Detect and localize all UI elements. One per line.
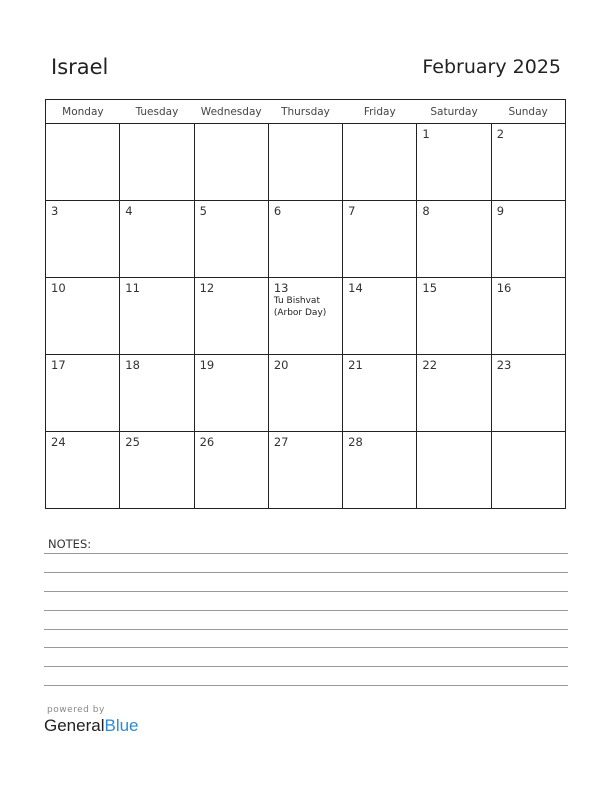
day-cell[interactable]: [46, 355, 120, 432]
day-cell[interactable]: [120, 124, 194, 201]
day-number: 27: [273, 435, 289, 449]
day-cell[interactable]: [268, 355, 342, 432]
month-title: February 2025: [422, 56, 561, 78]
day-number: 24: [51, 435, 66, 449]
note-line: [44, 572, 568, 573]
day-cell[interactable]: [194, 432, 268, 509]
day-number: 15: [422, 281, 438, 295]
day-cell[interactable]: [343, 355, 417, 432]
weekday-header: Saturday: [417, 100, 491, 124]
brand-general: General: [44, 716, 105, 735]
day-cell[interactable]: [268, 201, 342, 278]
week-row: [46, 278, 566, 355]
day-number: 5: [199, 204, 207, 218]
powered-by-text: powered by: [47, 705, 105, 715]
holiday-label: Tu Bishvat (Arbor Day): [273, 296, 327, 318]
notes-label: NOTES:: [48, 537, 92, 551]
day-number: 25: [125, 435, 140, 449]
day-cell[interactable]: [343, 124, 417, 201]
day-number: 9: [496, 204, 505, 218]
day-number: 16: [496, 281, 512, 295]
day-cell[interactable]: [417, 201, 491, 278]
day-number: 17: [51, 358, 66, 372]
day-cell[interactable]: [491, 124, 565, 201]
note-line: [44, 629, 568, 630]
day-number: 14: [348, 281, 363, 295]
weekday-header: Tuesday: [120, 100, 194, 124]
calendar-body: [46, 124, 566, 509]
day-cell[interactable]: [46, 432, 120, 509]
weekday-header: Wednesday: [194, 100, 268, 124]
note-line: [44, 647, 568, 648]
day-number: 3: [51, 204, 59, 218]
note-line: [44, 591, 568, 592]
day-number: 10: [51, 281, 66, 295]
day-cell[interactable]: [491, 355, 565, 432]
day-number: 8: [422, 204, 430, 218]
day-number: 1: [422, 127, 430, 141]
generalblue-logo[interactable]: [44, 716, 139, 736]
day-cell[interactable]: [491, 432, 565, 509]
day-cell[interactable]: [120, 201, 194, 278]
day-cell[interactable]: [268, 124, 342, 201]
day-cell[interactable]: [417, 124, 491, 201]
day-cell[interactable]: [120, 355, 194, 432]
day-number: 18: [125, 358, 140, 372]
day-number: 21: [348, 358, 363, 372]
day-cell[interactable]: [46, 201, 120, 278]
day-number: 22: [422, 358, 438, 372]
week-row: [46, 355, 566, 432]
calendar-grid: [45, 99, 566, 509]
note-line: [44, 666, 568, 667]
note-line: [44, 610, 568, 611]
day-number: 13: [273, 281, 289, 295]
weekday-header: Sunday: [491, 100, 565, 124]
brand-blue: Blue: [104, 716, 139, 735]
week-row: [46, 124, 566, 201]
day-number: 11: [125, 281, 140, 295]
day-cell[interactable]: [194, 124, 268, 201]
day-number: 28: [348, 435, 363, 449]
note-line: [44, 685, 568, 686]
day-cell[interactable]: [417, 355, 491, 432]
day-cell[interactable]: [491, 278, 565, 355]
day-number: 4: [125, 204, 133, 218]
day-number: 12: [199, 281, 215, 295]
day-cell[interactable]: [194, 355, 268, 432]
day-cell[interactable]: [491, 201, 565, 278]
country-title: Israel: [51, 55, 109, 79]
day-cell[interactable]: [194, 201, 268, 278]
day-cell[interactable]: [194, 278, 268, 355]
day-cell[interactable]: [268, 432, 342, 509]
day-cell[interactable]: [343, 278, 417, 355]
weekday-header: Friday: [343, 100, 417, 124]
weekday-header-row: [46, 100, 566, 124]
day-cell[interactable]: [417, 432, 491, 509]
week-row: [46, 432, 566, 509]
day-cell[interactable]: [120, 432, 194, 509]
note-line: [44, 553, 568, 554]
day-number: 2: [496, 127, 505, 141]
day-cell[interactable]: [343, 432, 417, 509]
day-cell[interactable]: [268, 278, 342, 355]
day-number: 26: [199, 435, 215, 449]
weekday-header: Thursday: [268, 100, 342, 124]
day-number: 19: [199, 358, 215, 372]
day-cell[interactable]: [343, 201, 417, 278]
day-number: 6: [273, 204, 282, 218]
day-number: 7: [348, 204, 356, 218]
day-cell[interactable]: [417, 278, 491, 355]
day-cell[interactable]: [46, 278, 120, 355]
weekday-header: Monday: [46, 100, 120, 124]
day-number: 20: [273, 358, 289, 372]
day-cell[interactable]: [120, 278, 194, 355]
week-row: [46, 201, 566, 278]
day-number: 23: [496, 358, 512, 372]
day-cell[interactable]: [46, 124, 120, 201]
